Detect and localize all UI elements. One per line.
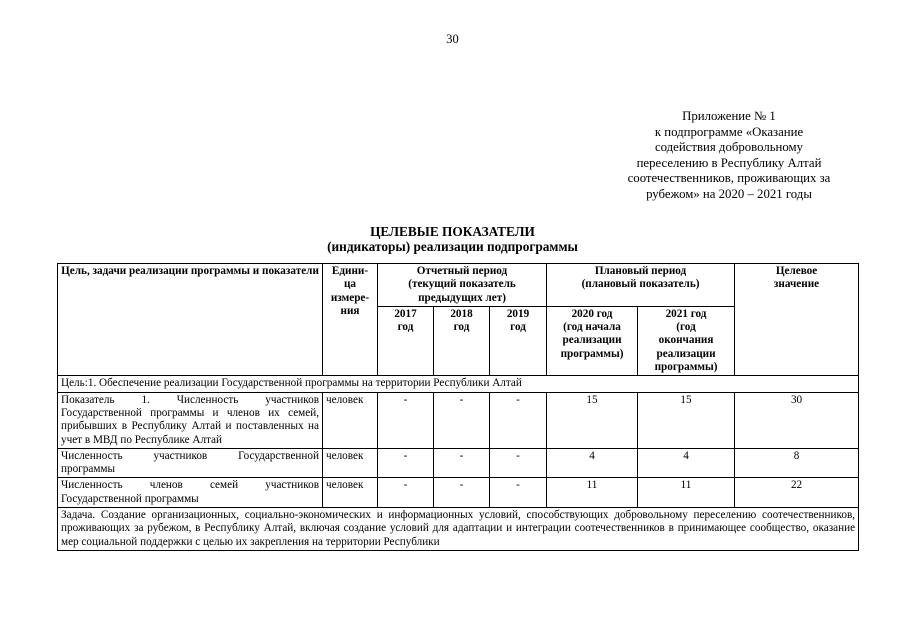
- row-name: Показатель 1. Численность участников Государственной программы и членов их семей, прибывших в Республику Алтай и поставленных на учет в МВД по Республике Алтай: [58, 392, 323, 448]
- page-number: 30: [446, 32, 459, 46]
- header-year-2019: 2019 год: [490, 306, 547, 375]
- task-row: [58, 508, 859, 551]
- row-value-2018: -: [434, 478, 490, 508]
- header-year-2020: 2020 год (год начала реализации программы): [547, 306, 638, 375]
- header-year-2017: 2017 год: [378, 306, 434, 375]
- header-unit: Едини- ца измере- ния: [323, 264, 378, 376]
- row-value-2017: -: [378, 478, 434, 508]
- table-row: [58, 392, 859, 448]
- header-year-2021: 2021 год (год окончания реализации программы): [638, 306, 735, 375]
- header-year-2018: 2018 год: [434, 306, 490, 375]
- header-goal: Цель, задачи реализации программы и показатели: [58, 264, 323, 376]
- row-unit: человек: [323, 478, 378, 508]
- row-value-2020: 11: [547, 478, 638, 508]
- header-reporting-period: Отчетный период (текущий показатель предыдущих лет): [378, 264, 547, 307]
- appendix-block: [600, 109, 858, 203]
- indicators-table: [57, 263, 859, 551]
- row-target: 30: [735, 392, 859, 448]
- row-unit: человек: [323, 448, 378, 478]
- row-target: 8: [735, 448, 859, 478]
- row-value-2020: 4: [547, 448, 638, 478]
- table-row: [58, 448, 859, 478]
- header-target-value: Целевое значение: [735, 264, 859, 376]
- heading-title: ЦЕЛЕВЫЕ ПОКАЗАТЕЛИ: [370, 224, 535, 239]
- row-value-2020: 15: [547, 392, 638, 448]
- goal-text: Цель:1. Обеспечение реализации Государственной программы на территории Республики Алтай: [58, 376, 859, 392]
- table-header-row: [58, 264, 859, 307]
- goal-row: [58, 376, 859, 392]
- task-text: Задача. Создание организационных, социально-экономических и информационных условий, способствующих добровольному переселению соотечественников, проживающих за рубежом, в Республику Алтай, включая создание условий для адаптации и интеграции соотечественников в принимающее сообщество, оказание мер социальной поддержки с целью их закрепления на территории Республики: [58, 508, 859, 551]
- row-value-2019: -: [490, 478, 547, 508]
- row-unit: человек: [323, 392, 378, 448]
- row-name: Численность участников Государственной программы: [58, 448, 323, 478]
- row-name: Численность членов семей участников Государственной программы: [58, 478, 323, 508]
- appendix-line: соотечественников, проживающих за: [627, 171, 831, 186]
- row-value-2017: -: [378, 392, 434, 448]
- heading-subtitle: (индикаторы) реализации подпрограммы: [327, 239, 578, 255]
- appendix-line: переселению в Республику Алтай: [636, 155, 822, 170]
- appendix-line: рубежом» на 2020 – 2021 годы: [646, 186, 812, 201]
- appendix-line: Приложение № 1: [682, 109, 776, 123]
- row-value-2018: -: [434, 448, 490, 478]
- row-value-2018: -: [434, 392, 490, 448]
- row-value-2021: 15: [638, 392, 735, 448]
- row-value-2017: -: [378, 448, 434, 478]
- row-value-2021: 4: [638, 448, 735, 478]
- row-value-2021: 11: [638, 478, 735, 508]
- appendix-line: к подпрограмме «Оказание: [654, 124, 804, 139]
- row-value-2019: -: [490, 448, 547, 478]
- document-heading: [0, 224, 905, 254]
- row-target: 22: [735, 478, 859, 508]
- row-value-2019: -: [490, 392, 547, 448]
- table-row: [58, 478, 859, 508]
- appendix-line: содействия добровольному: [654, 140, 804, 155]
- header-planned-period: Плановый период (плановый показатель): [547, 264, 735, 307]
